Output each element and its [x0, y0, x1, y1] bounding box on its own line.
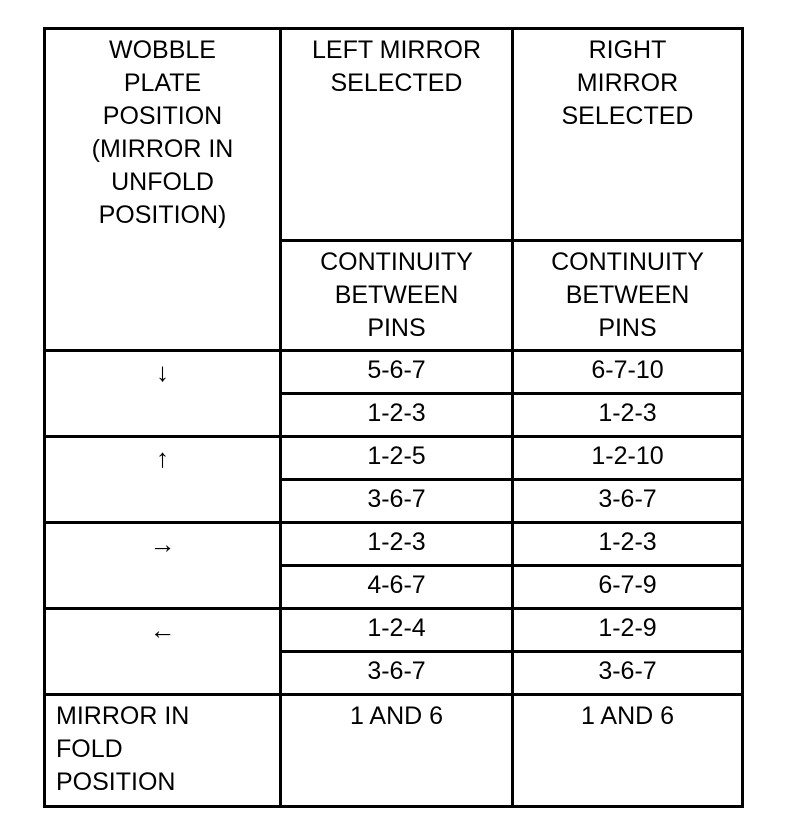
- up-arrow-icon: ↑: [45, 437, 281, 523]
- left-mirror-header: LEFT MIRROR SELECTED: [281, 29, 513, 241]
- right-pins-cell: 1-2-3: [513, 523, 743, 566]
- right-pins-cell: 1-2-10: [513, 437, 743, 480]
- pin-continuity-table: [43, 27, 744, 808]
- table-row: [45, 351, 743, 394]
- right-pins-cell: 1-2-3: [513, 394, 743, 437]
- fold-row: [45, 695, 743, 807]
- header-row: [45, 29, 743, 241]
- left-continuity-header: CONTINUITY BETWEEN PINS: [281, 241, 513, 351]
- right-pins-cell: 1-2-9: [513, 609, 743, 652]
- right-pins-cell: 6-7-10: [513, 351, 743, 394]
- down-arrow-icon: ↓: [45, 351, 281, 437]
- left-pins-cell: 1-2-4: [281, 609, 513, 652]
- right-mirror-header: RIGHT MIRROR SELECTED: [513, 29, 743, 241]
- right-arrow-icon: →: [45, 523, 281, 609]
- left-arrow-icon: ←: [45, 609, 281, 695]
- fold-position-label: MIRROR IN FOLD POSITION: [45, 695, 281, 807]
- table-row: [45, 523, 743, 566]
- left-pins-cell: 1-2-3: [281, 394, 513, 437]
- table-row: [45, 609, 743, 652]
- left-pins-cell: 3-6-7: [281, 480, 513, 523]
- left-pins-cell: 1-2-5: [281, 437, 513, 480]
- right-pins-cell: 3-6-7: [513, 480, 743, 523]
- left-pins-cell: 4-6-7: [281, 566, 513, 609]
- left-fold-pins-cell: 1 AND 6: [281, 695, 513, 807]
- right-pins-cell: 3-6-7: [513, 652, 743, 695]
- right-fold-pins-cell: 1 AND 6: [513, 695, 743, 807]
- table-row: [45, 437, 743, 480]
- position-header: WOBBLE PLATE POSITION (MIRROR IN UNFOLD POSITION): [45, 29, 281, 351]
- right-continuity-header: CONTINUITY BETWEEN PINS: [513, 241, 743, 351]
- left-pins-cell: 1-2-3: [281, 523, 513, 566]
- left-pins-cell: 3-6-7: [281, 652, 513, 695]
- left-pins-cell: 5-6-7: [281, 351, 513, 394]
- right-pins-cell: 6-7-9: [513, 566, 743, 609]
